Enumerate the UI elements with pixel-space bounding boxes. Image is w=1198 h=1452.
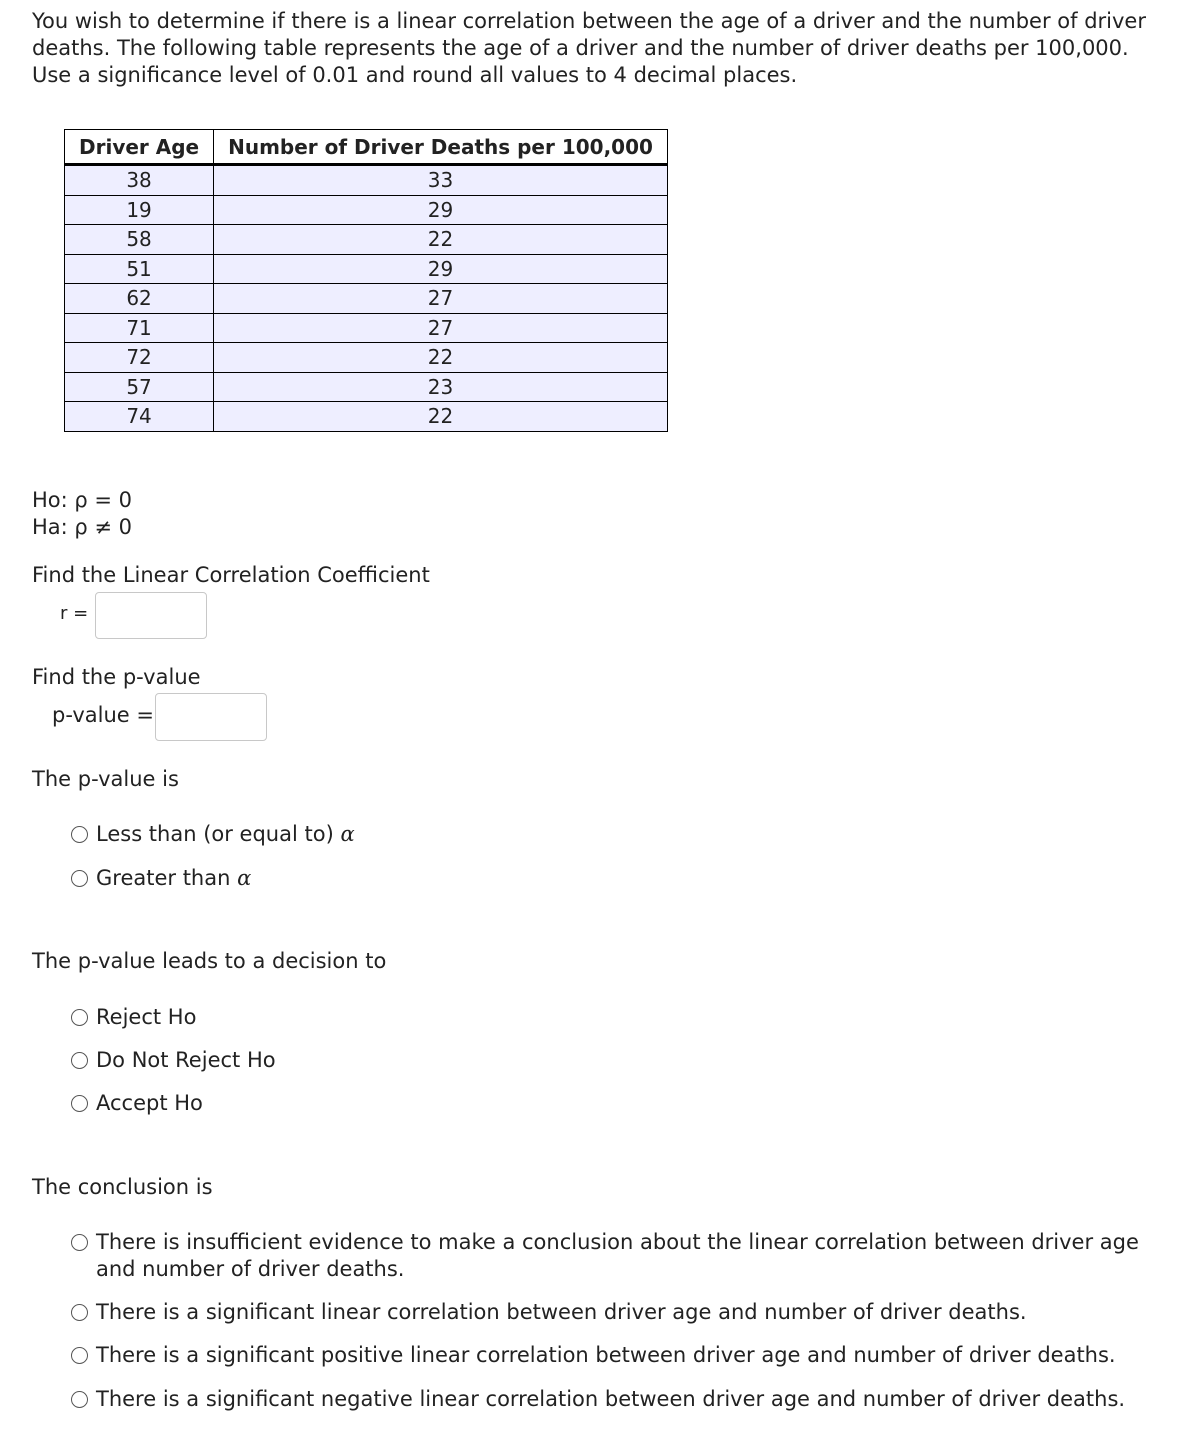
pvalue-input[interactable] xyxy=(155,693,267,741)
table-row xyxy=(65,284,668,314)
option-significant-negative-correlation[interactable] xyxy=(71,1386,1146,1413)
column-header-driver-deaths: Number of Driver Deaths per 100,000 xyxy=(214,130,668,165)
cell-deaths: 23 xyxy=(214,372,668,402)
option-label: Reject Ho xyxy=(96,1005,197,1029)
radio-button[interactable] xyxy=(71,1234,88,1251)
cell-age: 71 xyxy=(65,313,214,343)
cell-deaths: 29 xyxy=(214,254,668,284)
option-reject-ho[interactable] xyxy=(71,1004,196,1031)
table-row xyxy=(65,195,668,225)
option-label: There is insufficient evidence to make a conclusion about the linear correlation between driver age and number of driver deaths. xyxy=(96,1230,1139,1281)
option-greater-than-alpha[interactable] xyxy=(71,865,251,892)
radio-button[interactable] xyxy=(71,826,88,843)
decision-question: The p-value leads to a decision to xyxy=(32,949,387,973)
null-hypothesis: Ho: ρ = 0 xyxy=(32,488,133,512)
alpha-symbol: α xyxy=(237,866,252,890)
comparison-question: The p-value is xyxy=(32,767,179,791)
cell-age: 19 xyxy=(65,195,214,225)
radio-button[interactable] xyxy=(71,1391,88,1408)
cell-age: 58 xyxy=(65,225,214,255)
option-do-not-reject-ho[interactable] xyxy=(71,1047,276,1074)
conclusion-question: The conclusion is xyxy=(32,1175,213,1199)
problem-statement: You wish to determine if there is a linear correlation between the age of a driver and the number of driver deaths. The following table represents the age of a driver and the number of driver deaths per 100,000. Use a significance level of 0.01 and round all values to 4 decimal places. xyxy=(32,9,1146,87)
cell-deaths: 22 xyxy=(214,402,668,432)
radio-button[interactable] xyxy=(71,870,88,887)
r-label: r = xyxy=(60,603,89,624)
option-label: There is a significant negative linear correlation between driver age and number of driver deaths. xyxy=(96,1387,1126,1411)
radio-button[interactable] xyxy=(71,1009,88,1026)
option-label: There is a significant positive linear correlation between driver age and number of driver deaths. xyxy=(96,1343,1116,1367)
table-row xyxy=(65,313,668,343)
column-header-driver-age: Driver Age xyxy=(65,130,214,165)
option-label: Greater than α xyxy=(96,866,252,890)
option-label: Accept Ho xyxy=(96,1091,203,1115)
hypotheses xyxy=(32,487,132,541)
correlation-question: Find the Linear Correlation Coefficient xyxy=(32,563,430,587)
table-header-row xyxy=(65,130,668,165)
option-label: There is a significant linear correlation between driver age and number of driver deaths. xyxy=(96,1300,1027,1324)
pvalue-label: p-value = xyxy=(52,703,154,727)
option-label: Do Not Reject Ho xyxy=(96,1048,276,1072)
option-accept-ho[interactable] xyxy=(71,1090,203,1117)
option-significant-positive-correlation[interactable] xyxy=(71,1342,1146,1369)
option-label: Less than (or equal to) α xyxy=(96,822,355,846)
radio-button[interactable] xyxy=(71,1052,88,1069)
cell-age: 72 xyxy=(65,343,214,373)
radio-button[interactable] xyxy=(71,1347,88,1364)
cell-deaths: 27 xyxy=(214,284,668,314)
option-significant-correlation[interactable] xyxy=(71,1299,1146,1326)
table-row xyxy=(65,372,668,402)
cell-deaths: 29 xyxy=(214,195,668,225)
cell-deaths: 22 xyxy=(214,225,668,255)
cell-deaths: 22 xyxy=(214,343,668,373)
option-less-than-alpha[interactable] xyxy=(71,821,355,848)
radio-button[interactable] xyxy=(71,1095,88,1112)
alternative-hypothesis: Ha: ρ ≠ 0 xyxy=(32,515,133,539)
cell-age: 62 xyxy=(65,284,214,314)
table-row xyxy=(65,402,668,432)
cell-deaths: 33 xyxy=(214,165,668,196)
cell-age: 74 xyxy=(65,402,214,432)
table-row xyxy=(65,343,668,373)
pvalue-question: Find the p-value xyxy=(32,665,201,689)
option-insufficient-evidence[interactable] xyxy=(71,1229,1146,1283)
table-row xyxy=(65,225,668,255)
r-input[interactable] xyxy=(95,592,207,639)
table-row xyxy=(65,165,668,196)
alpha-symbol: α xyxy=(340,822,355,846)
cell-age: 51 xyxy=(65,254,214,284)
data-table xyxy=(64,129,668,432)
radio-button[interactable] xyxy=(71,1304,88,1321)
table-row xyxy=(65,254,668,284)
cell-deaths: 27 xyxy=(214,313,668,343)
cell-age: 38 xyxy=(65,165,214,196)
cell-age: 57 xyxy=(65,372,214,402)
